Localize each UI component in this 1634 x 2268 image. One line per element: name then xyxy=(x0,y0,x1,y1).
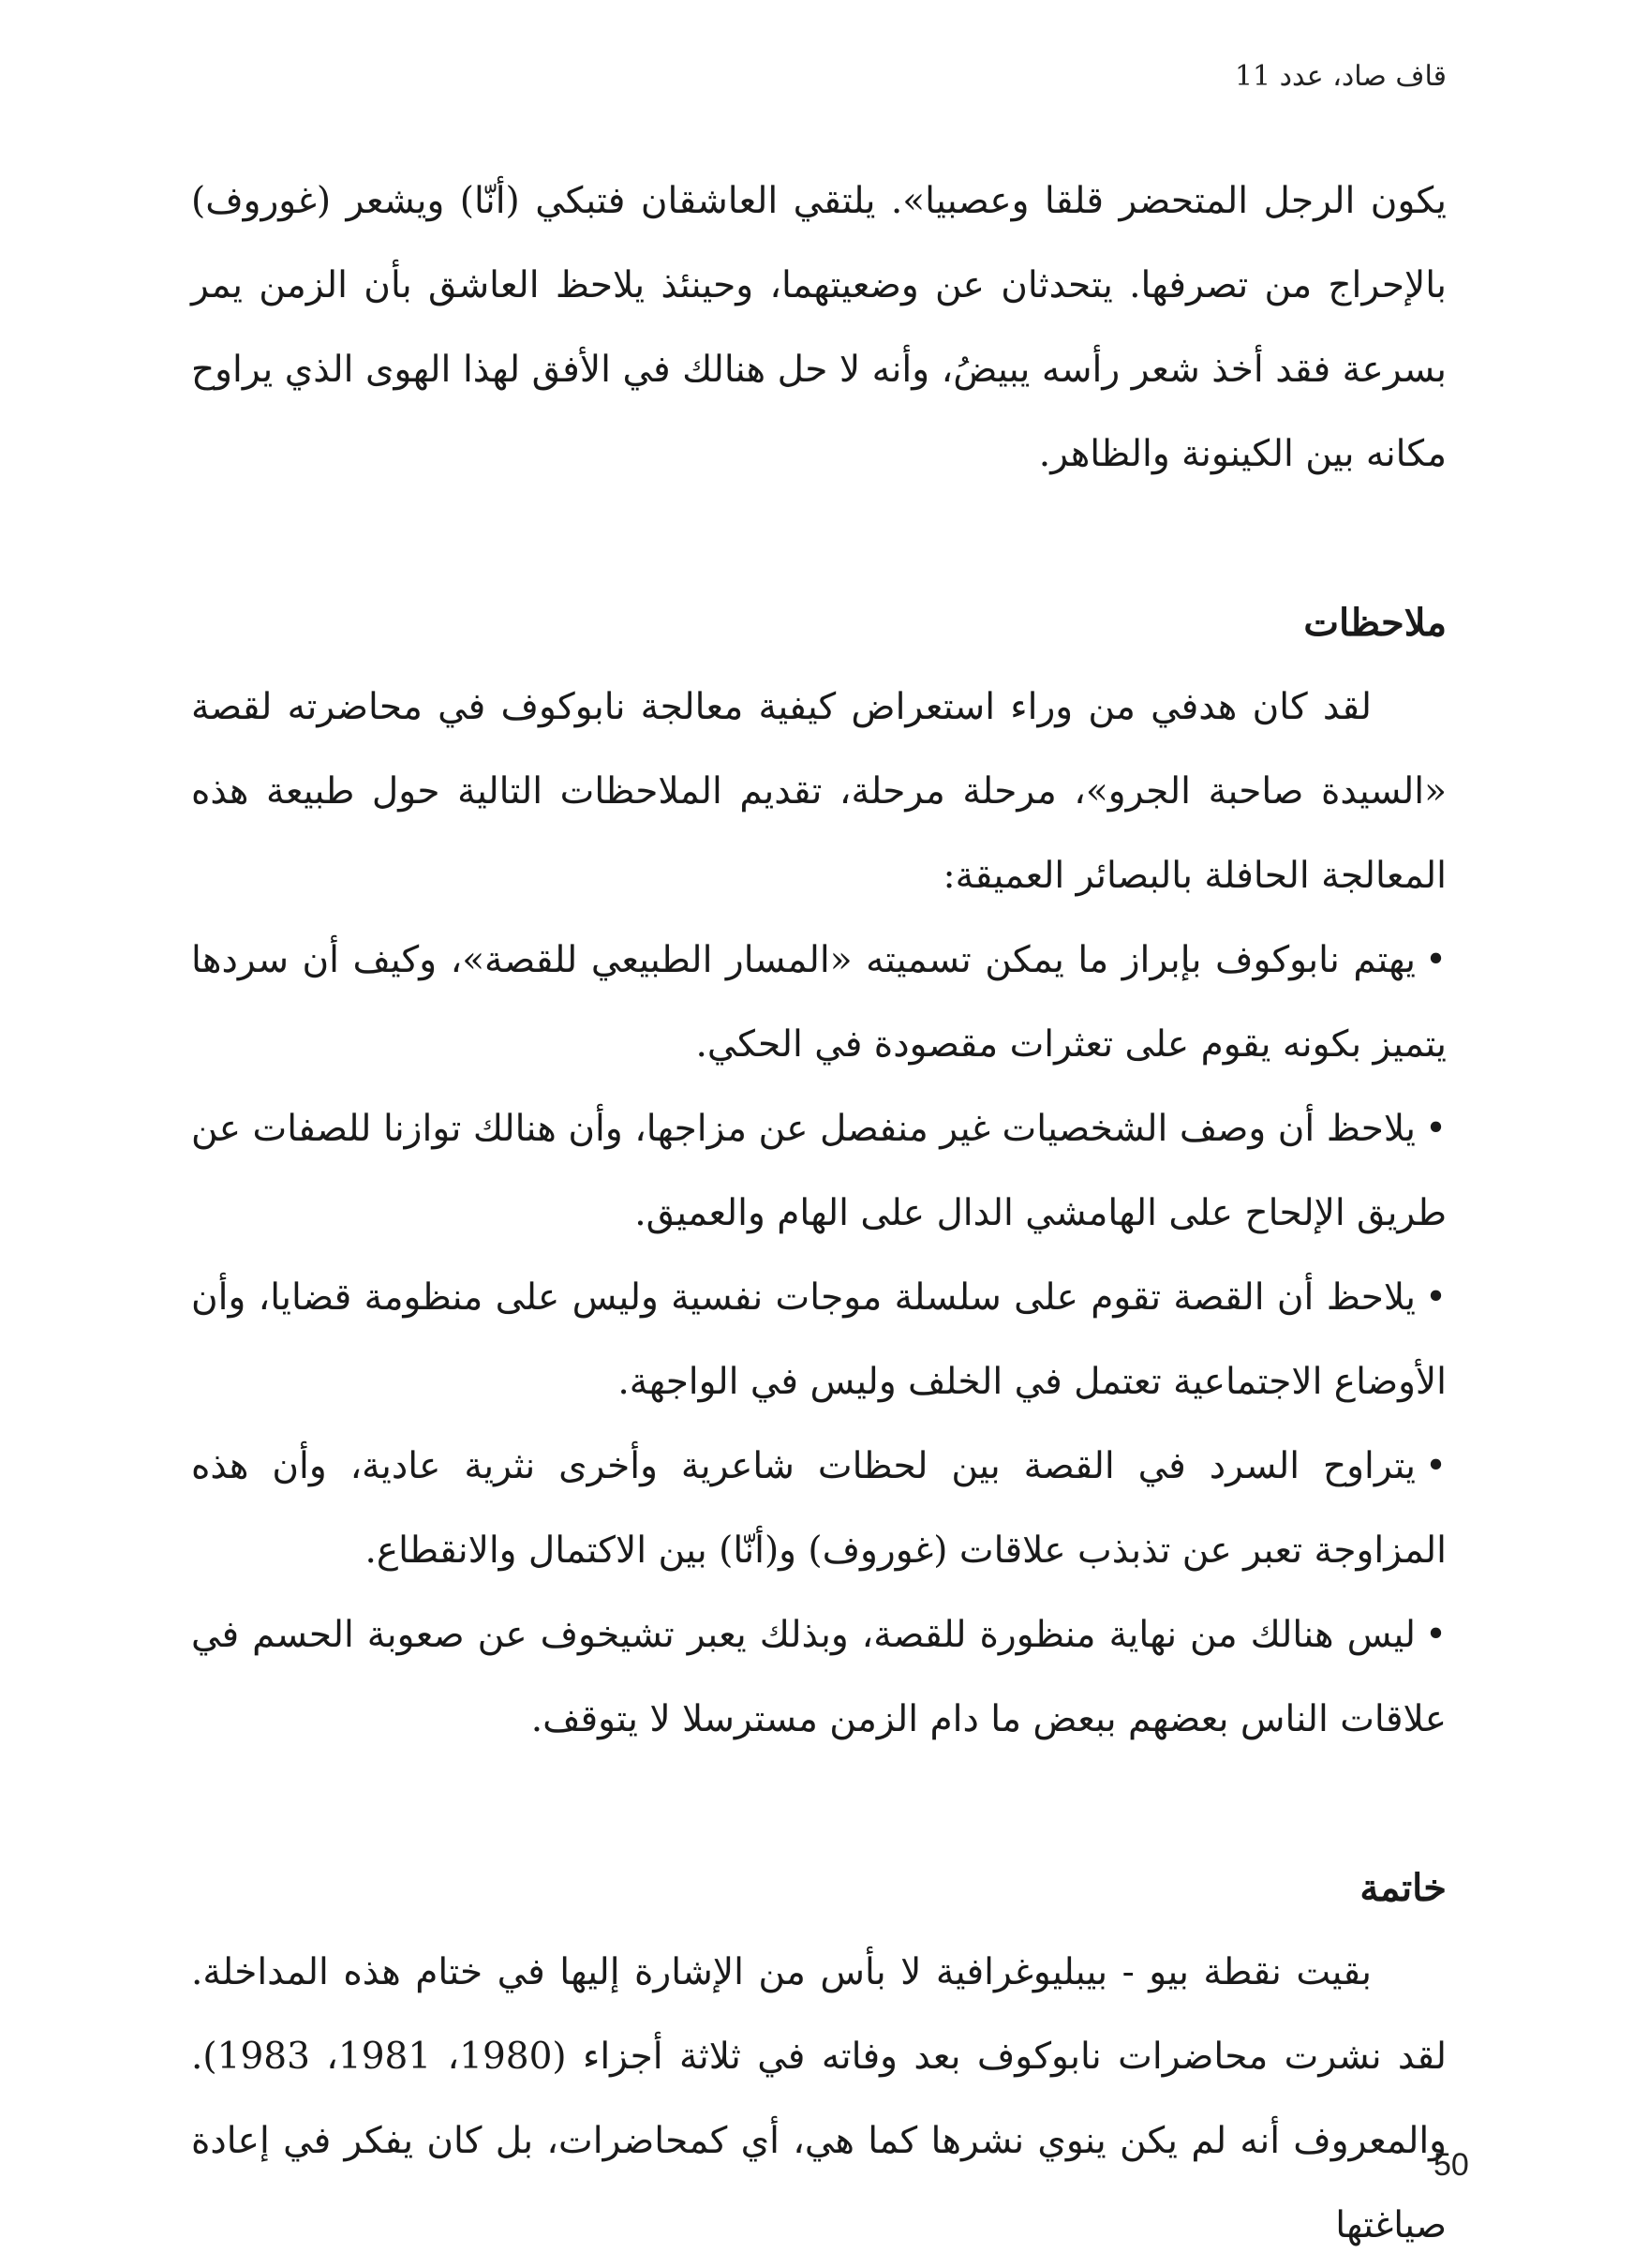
page-number: 50 xyxy=(1433,2147,1469,2183)
bullet-marker: • xyxy=(1424,1276,1447,1319)
section-spacer xyxy=(191,497,1447,581)
bullet-text: ليس هنالك من نهاية منظورة للقصة، وبذلك يعبر تشيخوف عن صعوبة الحسم في علاقات الناس بعضهم ببعض ما دام الزمن مسترسلا لا يتوقف. xyxy=(191,1614,1447,1740)
bullet-item xyxy=(191,918,1447,1087)
conclusion-paragraph: بقيت نقطة بيو - بيبليوغرافية لا بأس من الإشارة إليها في ختام هذه المداخلة. لقد نشرت محاضرات نابوكوف بعد وفاته في ثلاثة أجزاء (1980، 1981، 1983). والمعروف أنه لم يكن ينوي نشرها كما هي، أي كمحاضرات، بل كان يفكر في إعادة صياغتها xyxy=(191,1951,1448,2246)
notes-heading: ملاحظات xyxy=(1303,601,1447,645)
bullet-item xyxy=(191,1593,1447,1762)
bullet-marker: • xyxy=(1424,1108,1447,1150)
opening-paragraph: يكون الرجل المتحضر قلقا وعصبيا». يلتقي العاشقان فتبكي (أنّا) ويشعر (غوروف) بالإحراج من تصرفها. يتحدثان عن وضعيتهما، وحينئذ يلاحظ العاشق بأن الزمن يمر بسرعة فقد أخذ شعر رأسه يبيضُ، وأنه لا حل هنالك في الأفق لهذا الهوى الذي يراوح مكانه بين الكينونة والظاهر. xyxy=(191,180,1447,475)
section-spacer xyxy=(191,1762,1447,1846)
bullet-marker: • xyxy=(1424,1614,1447,1656)
conclusion-heading: خاتمة xyxy=(1359,1866,1447,1910)
bullet-marker: • xyxy=(1424,1445,1447,1487)
notes-intro-paragraph: لقد كان هدفي من وراء استعراض كيفية معالجة نابوكوف في محاضرته لقصة «السيدة صاحبة الجرو»، مرحلة مرحلة، تقديم الملاحظات التالية حول طبيعة هذه المعالجة الحافلة بالبصائر العميقة: xyxy=(191,686,1447,897)
bullet-item xyxy=(191,1087,1447,1256)
bullet-text: يلاحظ أن القصة تقوم على سلسلة موجات نفسية وليس على منظومة قضايا، وأن الأوضاع الاجتماعية تعتمل في الخلف وليس في الواجهة. xyxy=(191,1276,1447,1403)
bullet-text: يهتم نابوكوف بإبراز ما يمكن تسميته «المسار الطبيعي للقصة»، وكيف أن سردها يتميز بكونه يقوم على تعثرات مقصودة في الحكي. xyxy=(191,939,1447,1066)
bullet-text: يلاحظ أن وصف الشخصيات غير منفصل عن مزاجها، وأن هنالك توازنا للصفات عن طريق الإلحاح على الهامشي الدال على الهام والعميق. xyxy=(191,1108,1447,1234)
bullet-marker: • xyxy=(1424,939,1447,981)
bullet-item xyxy=(191,1425,1447,1593)
running-header: قاف صاد، عدد 11 xyxy=(1234,60,1447,93)
body-text xyxy=(191,159,1447,2268)
bullet-item xyxy=(191,1256,1447,1425)
bullet-text: يتراوح السرد في القصة بين لحظات شاعرية وأخرى نثرية عادية، وأن هذه المزاوجة تعبر عن تذبذب علاقات (غوروف) و(أنّا) بين الاكتمال والانقطاع. xyxy=(191,1445,1447,1572)
